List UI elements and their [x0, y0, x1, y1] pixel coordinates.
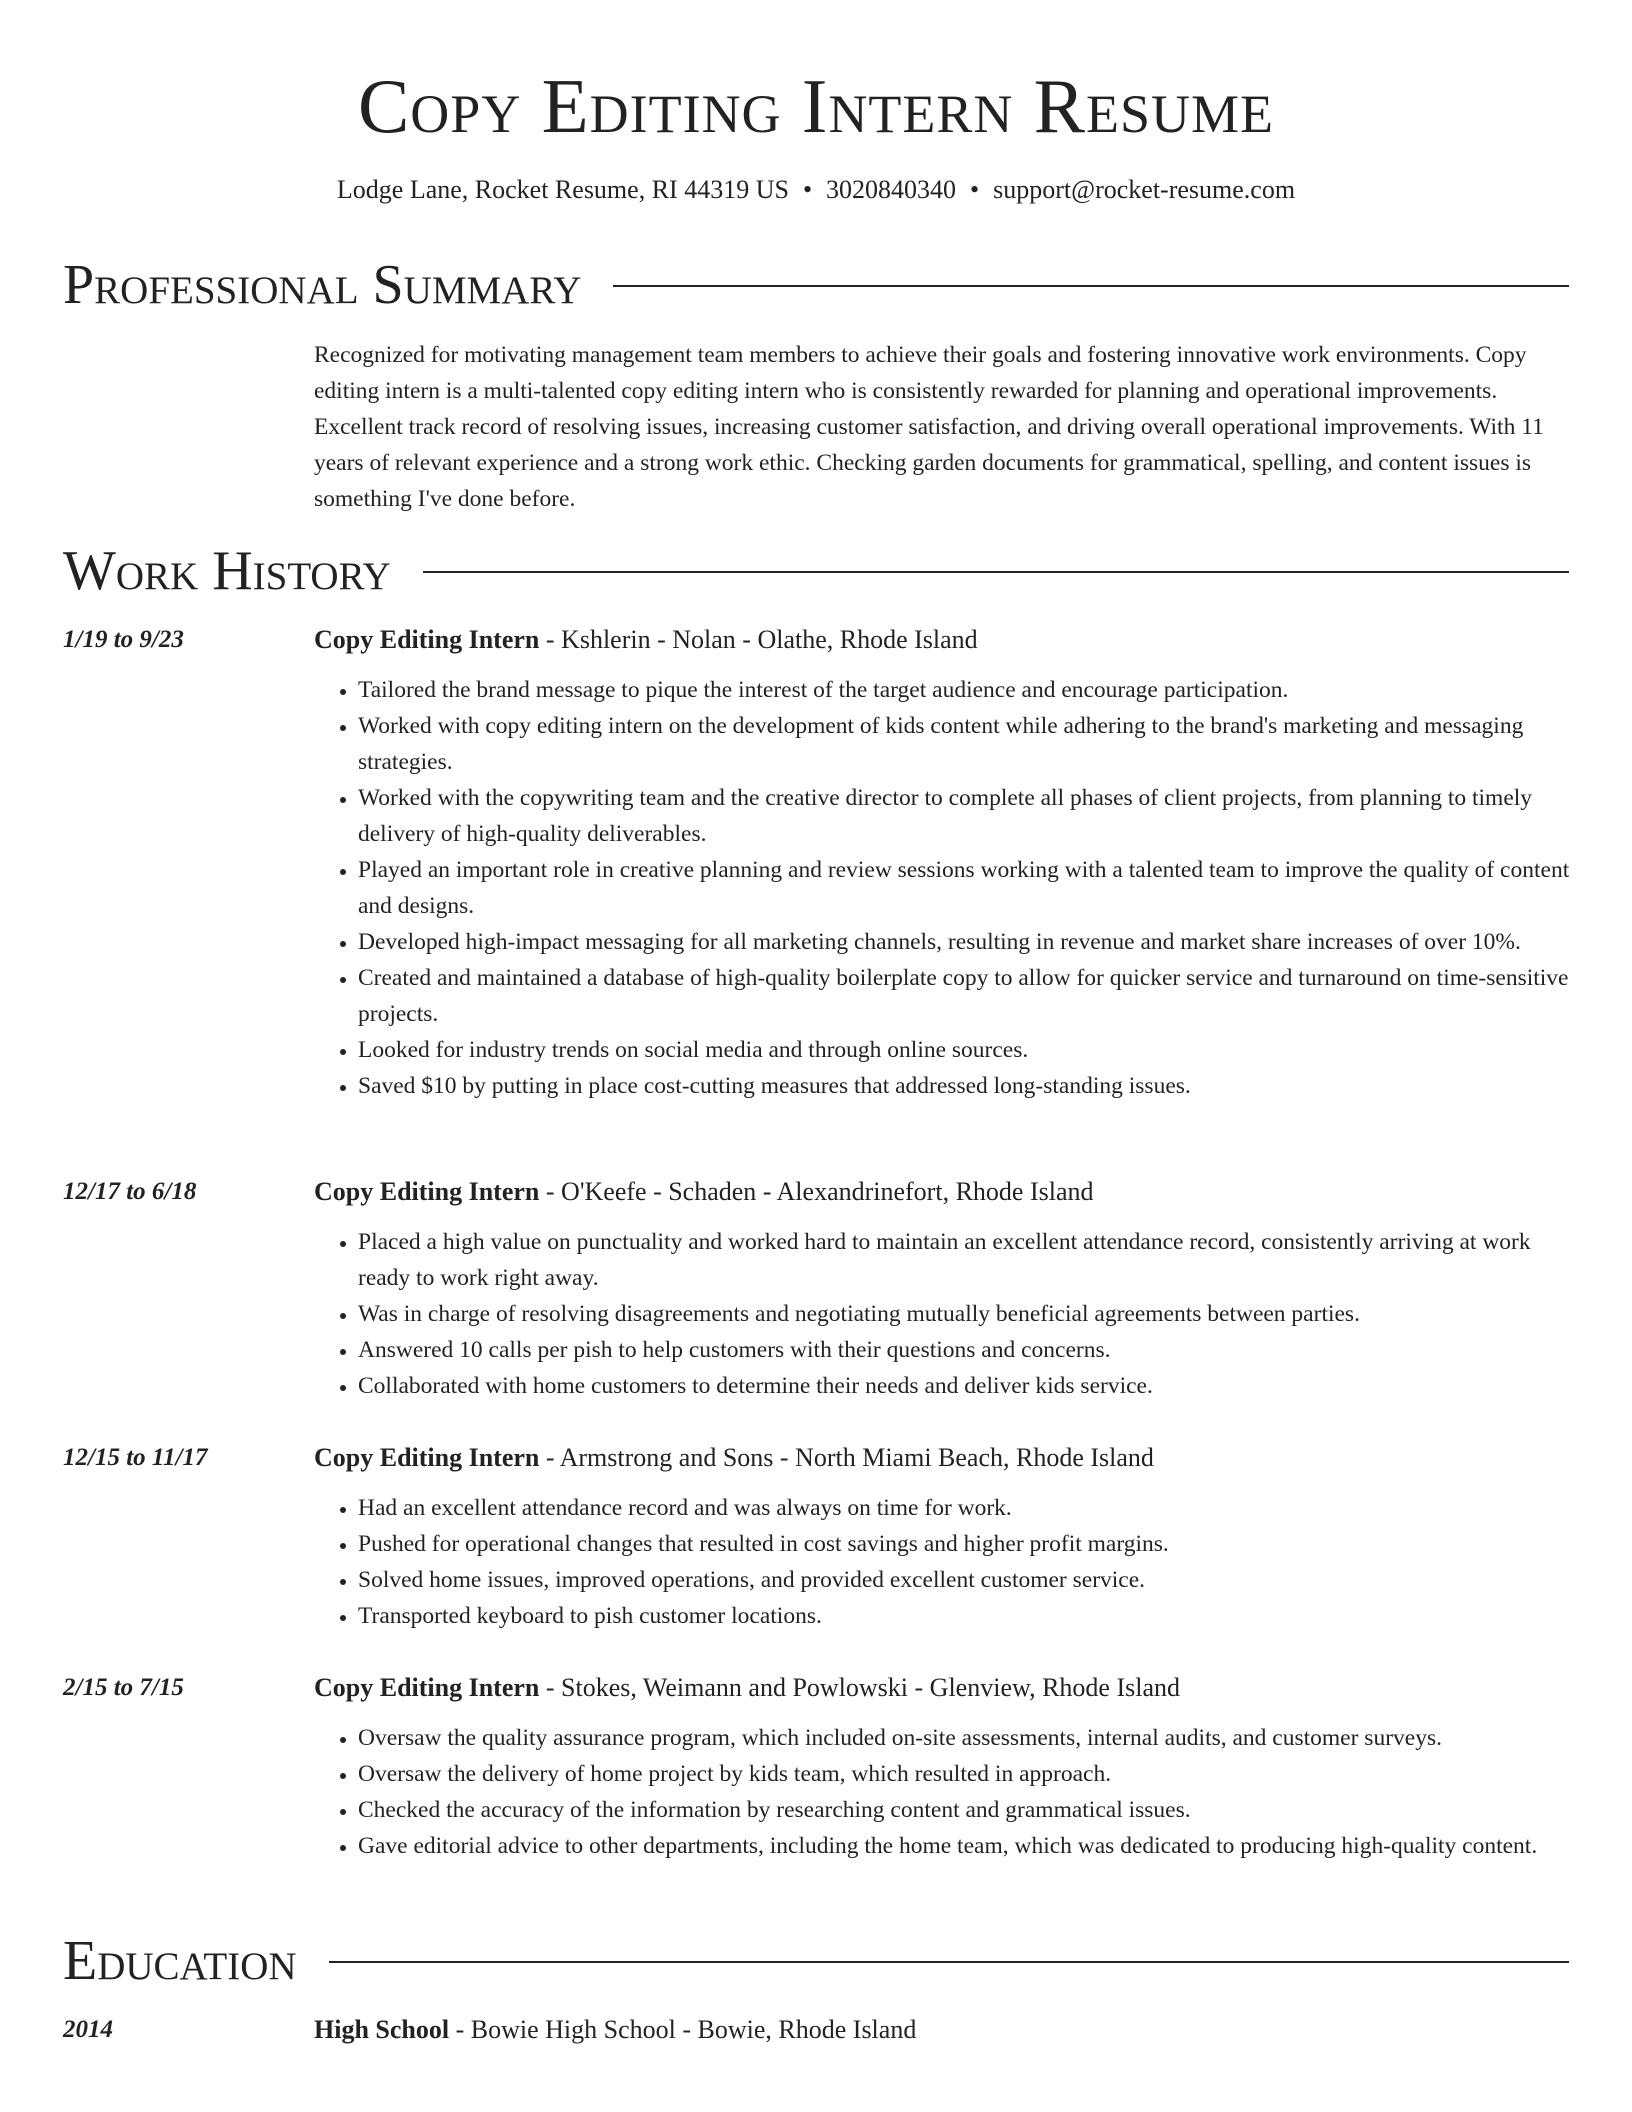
job-details: - Kshlerin - Nolan - Olathe, Rhode Island: [539, 625, 978, 654]
job-bullet: • Played an important role in creative planning and review sessions working with a talented team to improve the quality of content and designs.: [358, 852, 1576, 924]
section-divider: [329, 1961, 1569, 1963]
summary-text: Recognized for motivating management team members to achieve their goals and fostering innovative work environments. Copy editing intern is a multi-talented copy editing intern who is consistently rewarded for planning and operational improvements. Excellent track record of resolving issues, increasing customer satisfaction, and driving overall operational improvements. With 11 years of relevant experience and a strong work ethic. Checking garden documents for grammatical, spelling, and content issues is something I've done before.: [314, 342, 1544, 512]
job-bullet: • Answered 10 calls per pish to help customers with their questions and concerns.: [358, 1332, 1576, 1368]
education-section-heading: [63, 1931, 1569, 1991]
job-role: [314, 1174, 1576, 1210]
education-degree: High School: [314, 2015, 450, 2044]
section-divider: [423, 571, 1569, 573]
job-bullets: [314, 672, 1576, 1104]
job-bullet: • Worked with copy editing intern on the development of kids content while adhering to the brand's marketing and messaging strategies.: [358, 708, 1576, 780]
job-title: Copy Editing Intern: [314, 1673, 540, 1702]
contact-separator: •: [802, 175, 813, 204]
job-bullet: • Created and maintained a database of high-quality boilerplate copy to allow for quicker service and turnaround on time-sensitive projects.: [358, 960, 1576, 1032]
job-bullet: • Oversaw the quality assurance program, which included on-site assessments, internal audits, and customer surveys.: [358, 1720, 1576, 1756]
contact-separator: •: [970, 175, 980, 204]
job-dates: 12/17 to 6/18: [63, 1178, 197, 1205]
job-title: Copy Editing Intern: [314, 1177, 540, 1206]
job-bullet: • Oversaw the delivery of home project by kids team, which resulted in approach.: [358, 1756, 1576, 1792]
job-bullet: • Tailored the brand message to pique the interest of the target audience and encourage participation.: [358, 672, 1576, 708]
job-bullet: • Gave editorial advice to other departments, including the home team, which was dedicated to producing high-quality content.: [358, 1828, 1576, 1864]
education-details: - Bowie High School - Bowie, Rhode Island: [449, 2015, 917, 2044]
job-title: Copy Editing Intern: [314, 1443, 540, 1472]
job-bullet: • Pushed for operational changes that resulted in cost savings and higher profit margins.: [358, 1526, 1576, 1562]
job-details: - O'Keefe - Schaden - Alexandrinefort, Rhode Island: [539, 1177, 1094, 1206]
job-bullet: • Checked the accuracy of the information by researching content and grammatical issues.: [358, 1792, 1576, 1828]
job-bullet: • Was in charge of resolving disagreements and negotiating mutually beneficial agreements between parties.: [358, 1296, 1576, 1332]
contact-phone: 3020840340: [826, 175, 957, 204]
job-role: [314, 622, 1576, 658]
education-role: [314, 2012, 1576, 2048]
job-dates: 2/15 to 7/15: [63, 1674, 184, 1701]
job-bullet: • Placed a high value on punctuality and worked hard to maintain an excellent attendance record, consistently arriving at work ready to work right away.: [358, 1224, 1576, 1296]
job-details: - Stokes, Weimann and Powlowski - Glenview, Rhode Island: [539, 1673, 1180, 1702]
job-role: [314, 1440, 1576, 1476]
job-dates: 12/15 to 11/17: [63, 1444, 208, 1471]
job-bullets: [314, 1224, 1576, 1404]
job-bullet: • Worked with the copywriting team and the creative director to complete all phases of client projects, from planning to timely delivery of high-quality deliverables.: [358, 780, 1576, 852]
job-details: - Armstrong and Sons - North Miami Beach, Rhode Island: [539, 1443, 1154, 1472]
contact-email: support@rocket-resume.com: [993, 175, 1296, 204]
job-bullets: [314, 1720, 1576, 1864]
job-bullet: • Collaborated with home customers to determine their needs and deliver kids service.: [358, 1368, 1576, 1404]
job-dates: 1/19 to 9/23: [63, 626, 184, 653]
work-history-heading: Work History: [63, 540, 391, 602]
job-bullet: • Solved home issues, improved operations, and provided excellent customer service.: [358, 1562, 1576, 1598]
work-history-section-heading: [63, 541, 1569, 601]
job-bullet: • Saved $10 by putting in place cost-cutting measures that addressed long-standing issues.: [358, 1068, 1576, 1104]
job-bullet: • Had an excellent attendance record and was always on time for work.: [358, 1490, 1576, 1526]
education-heading: Education: [63, 1930, 297, 1992]
contact-address: Lodge Lane, Rocket Resume, RI 44319 US: [336, 175, 789, 204]
education-year: 2014: [63, 2016, 113, 2043]
contact-line: [0, 172, 1632, 208]
job-bullet: • Developed high-impact messaging for all marketing channels, resulting in revenue and market share increases of over 10%.: [358, 924, 1576, 960]
job-title: Copy Editing Intern: [314, 625, 540, 654]
resume-title: Copy Editing Intern Resume: [357, 63, 1275, 149]
job-role: [314, 1670, 1576, 1706]
job-bullets: [314, 1490, 1576, 1634]
summary-heading: Professional Summary: [63, 254, 582, 316]
job-bullet: • Transported keyboard to pish customer locations.: [358, 1598, 1576, 1634]
summary-section-heading: [63, 255, 1569, 315]
section-divider: [613, 285, 1569, 287]
job-bullet: • Looked for industry trends on social media and through online sources.: [358, 1032, 1576, 1068]
